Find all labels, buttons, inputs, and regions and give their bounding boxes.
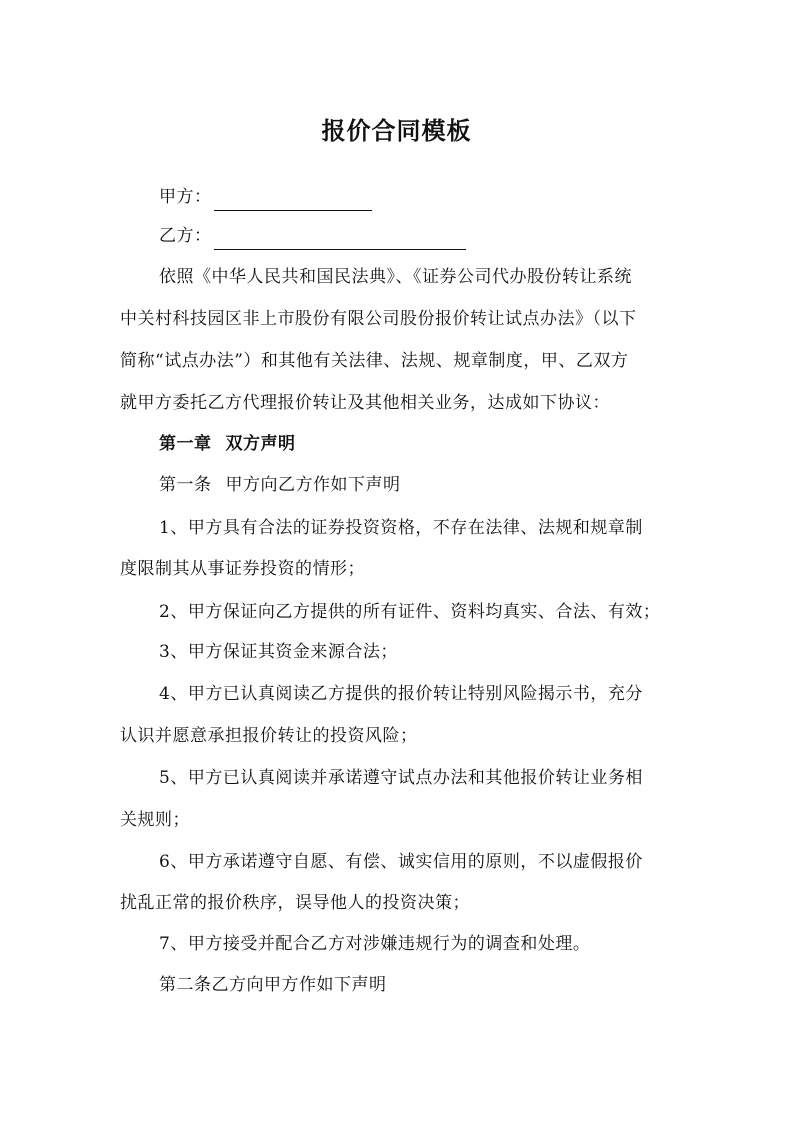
chapter-title: 双方声明	[225, 434, 296, 454]
document-title: 报价合同模板	[321, 116, 472, 145]
chapter-heading	[159, 430, 680, 458]
item-4-line-2: 认识并愿意承担报价转让的投资风险；	[120, 726, 418, 746]
item-6-line-2: 扰乱正常的报价秩序，误导他人的投资决策；	[120, 893, 470, 913]
party-b-blank[interactable]	[214, 229, 466, 250]
preamble-line-3: 简称“试点办法”）和其他有关法律、法规、规章制度，甲、乙双方	[120, 351, 629, 371]
party-a-blank[interactable]	[214, 190, 372, 211]
article-1-title: 甲方向乙方作如下声明	[225, 475, 401, 495]
item-4-line-1: 4、甲方已认真阅读乙方提供的报价转让特别风险揭示书，充分	[159, 684, 643, 704]
article-2-heading: 第二条乙方向甲方作如下声明	[159, 975, 387, 995]
item-7-line: 7、甲方接受并配合乙方对涉嫌违规行为的调查和处理。	[159, 934, 591, 954]
item-6-line-1: 6、甲方承诺遵守自愿、有偿、诚实信用的原则，不以虚假报价	[159, 852, 643, 872]
party-b-line	[159, 222, 680, 250]
item-5-line-1: 5、甲方已认真阅读并承诺遵守试点办法和其他报价转让业务相	[159, 768, 643, 788]
item-2-line: 2、甲方保证向乙方提供的所有证件、资料均真实、合法、有效；	[159, 602, 661, 622]
item-3-line: 3、甲方保证其资金来源合法；	[159, 642, 398, 662]
article-1-number: 第一条	[159, 475, 212, 495]
party-a-line	[159, 183, 680, 211]
item-1-line-2: 度限制其从事证券投资的情形；	[120, 559, 365, 579]
chapter-number: 第一章	[159, 434, 212, 454]
article-1-heading	[159, 471, 680, 499]
party-b-label: 乙方：	[159, 226, 212, 246]
party-a-label: 甲方：	[159, 187, 212, 207]
item-1-line-1: 1、甲方具有合法的证券投资资格，不存在法律、法规和规章制	[159, 518, 643, 538]
item-5-line-2: 关规则；	[120, 810, 190, 830]
preamble-line-2: 中关村科技园区非上市股份有限公司股份报价转让试点办法》（以下	[120, 309, 637, 329]
preamble-line-1: 依照《中华人民共和国民法典》、《证券公司代办股份转让系统	[159, 267, 632, 287]
preamble-line-4: 就甲方委托乙方代理报价转让及其他相关业务，达成如下协议：	[120, 393, 610, 413]
